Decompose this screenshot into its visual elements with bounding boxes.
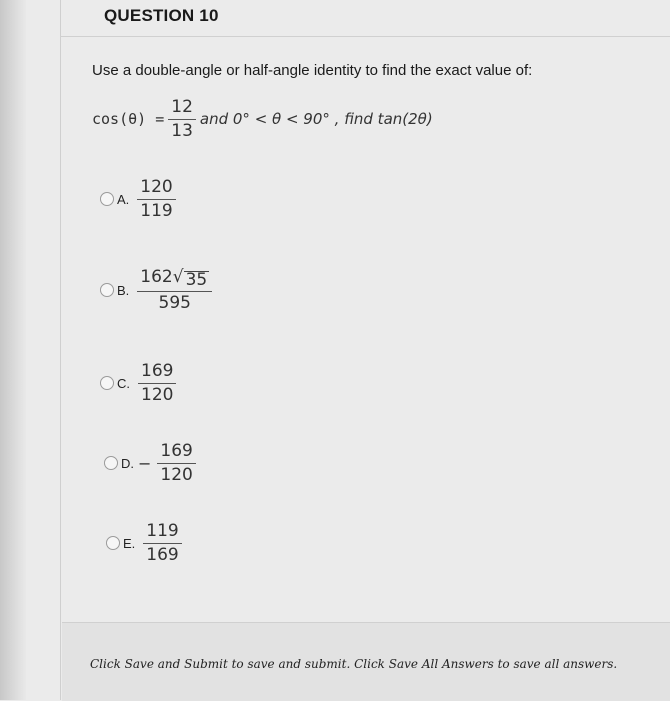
radicand: 35	[185, 270, 208, 290]
radio-a[interactable]	[100, 192, 114, 206]
fraction-bar	[168, 119, 196, 120]
option-e-numerator: 119	[146, 521, 179, 541]
option-d-numerator: 169	[160, 441, 193, 461]
option-c[interactable]	[100, 362, 180, 404]
option-d-denominator: 120	[160, 464, 193, 485]
radio-d[interactable]	[104, 456, 118, 470]
left-divider	[60, 0, 61, 700]
radio-e[interactable]	[106, 536, 120, 550]
option-b[interactable]	[100, 268, 216, 313]
option-c-denominator: 120	[141, 384, 174, 405]
negative-sign: −	[138, 453, 152, 473]
fraction-bar	[137, 199, 175, 200]
option-a[interactable]	[100, 178, 180, 220]
option-d[interactable]	[104, 442, 200, 484]
question-expression	[92, 94, 433, 144]
question-title: QUESTION 10	[104, 6, 219, 25]
fraction-numerator: 12	[171, 96, 193, 117]
option-a-denominator: 119	[140, 200, 173, 221]
page-edge	[0, 0, 26, 700]
question-prompt: Use a double-angle or half-angle identity to find the exact value of:	[92, 62, 533, 79]
numerator-coefficient: 162	[140, 267, 173, 287]
submit-footer	[62, 622, 670, 701]
option-letter: B.	[117, 282, 130, 298]
option-b-fraction	[137, 268, 212, 313]
radio-b[interactable]	[100, 283, 114, 297]
option-c-fraction	[138, 362, 176, 404]
option-letter: D.	[121, 455, 134, 471]
expression-fraction	[168, 98, 196, 140]
option-letter: C.	[117, 375, 130, 391]
option-e-denominator: 169	[146, 544, 179, 565]
fraction-bar	[138, 383, 176, 384]
fraction-denominator: 13	[171, 120, 193, 141]
option-c-numerator: 169	[141, 361, 174, 381]
option-b-denominator: 595	[158, 293, 191, 313]
option-e-fraction	[143, 522, 181, 564]
footer-instructions: Click Save and Submit to save and submit. Click Save All Answers to save all answers.	[90, 657, 618, 671]
fraction-bar	[157, 463, 195, 464]
option-d-fraction	[157, 442, 195, 484]
radio-c[interactable]	[100, 376, 114, 390]
option-a-fraction	[137, 178, 175, 220]
option-e[interactable]	[106, 522, 186, 564]
option-a-numerator: 120	[140, 177, 173, 197]
square-root	[173, 268, 209, 289]
option-letter: E.	[123, 535, 136, 551]
radical-icon: √	[172, 267, 184, 287]
fraction-bar	[137, 291, 212, 292]
expression-lhs: cos(θ) =	[92, 110, 165, 128]
option-letter: A.	[117, 191, 130, 207]
expression-condition: and 0° < θ < 90° , find tan(2θ)	[199, 110, 433, 128]
header-divider	[60, 36, 670, 37]
fraction-bar	[143, 543, 181, 544]
option-b-numerator	[137, 268, 212, 289]
